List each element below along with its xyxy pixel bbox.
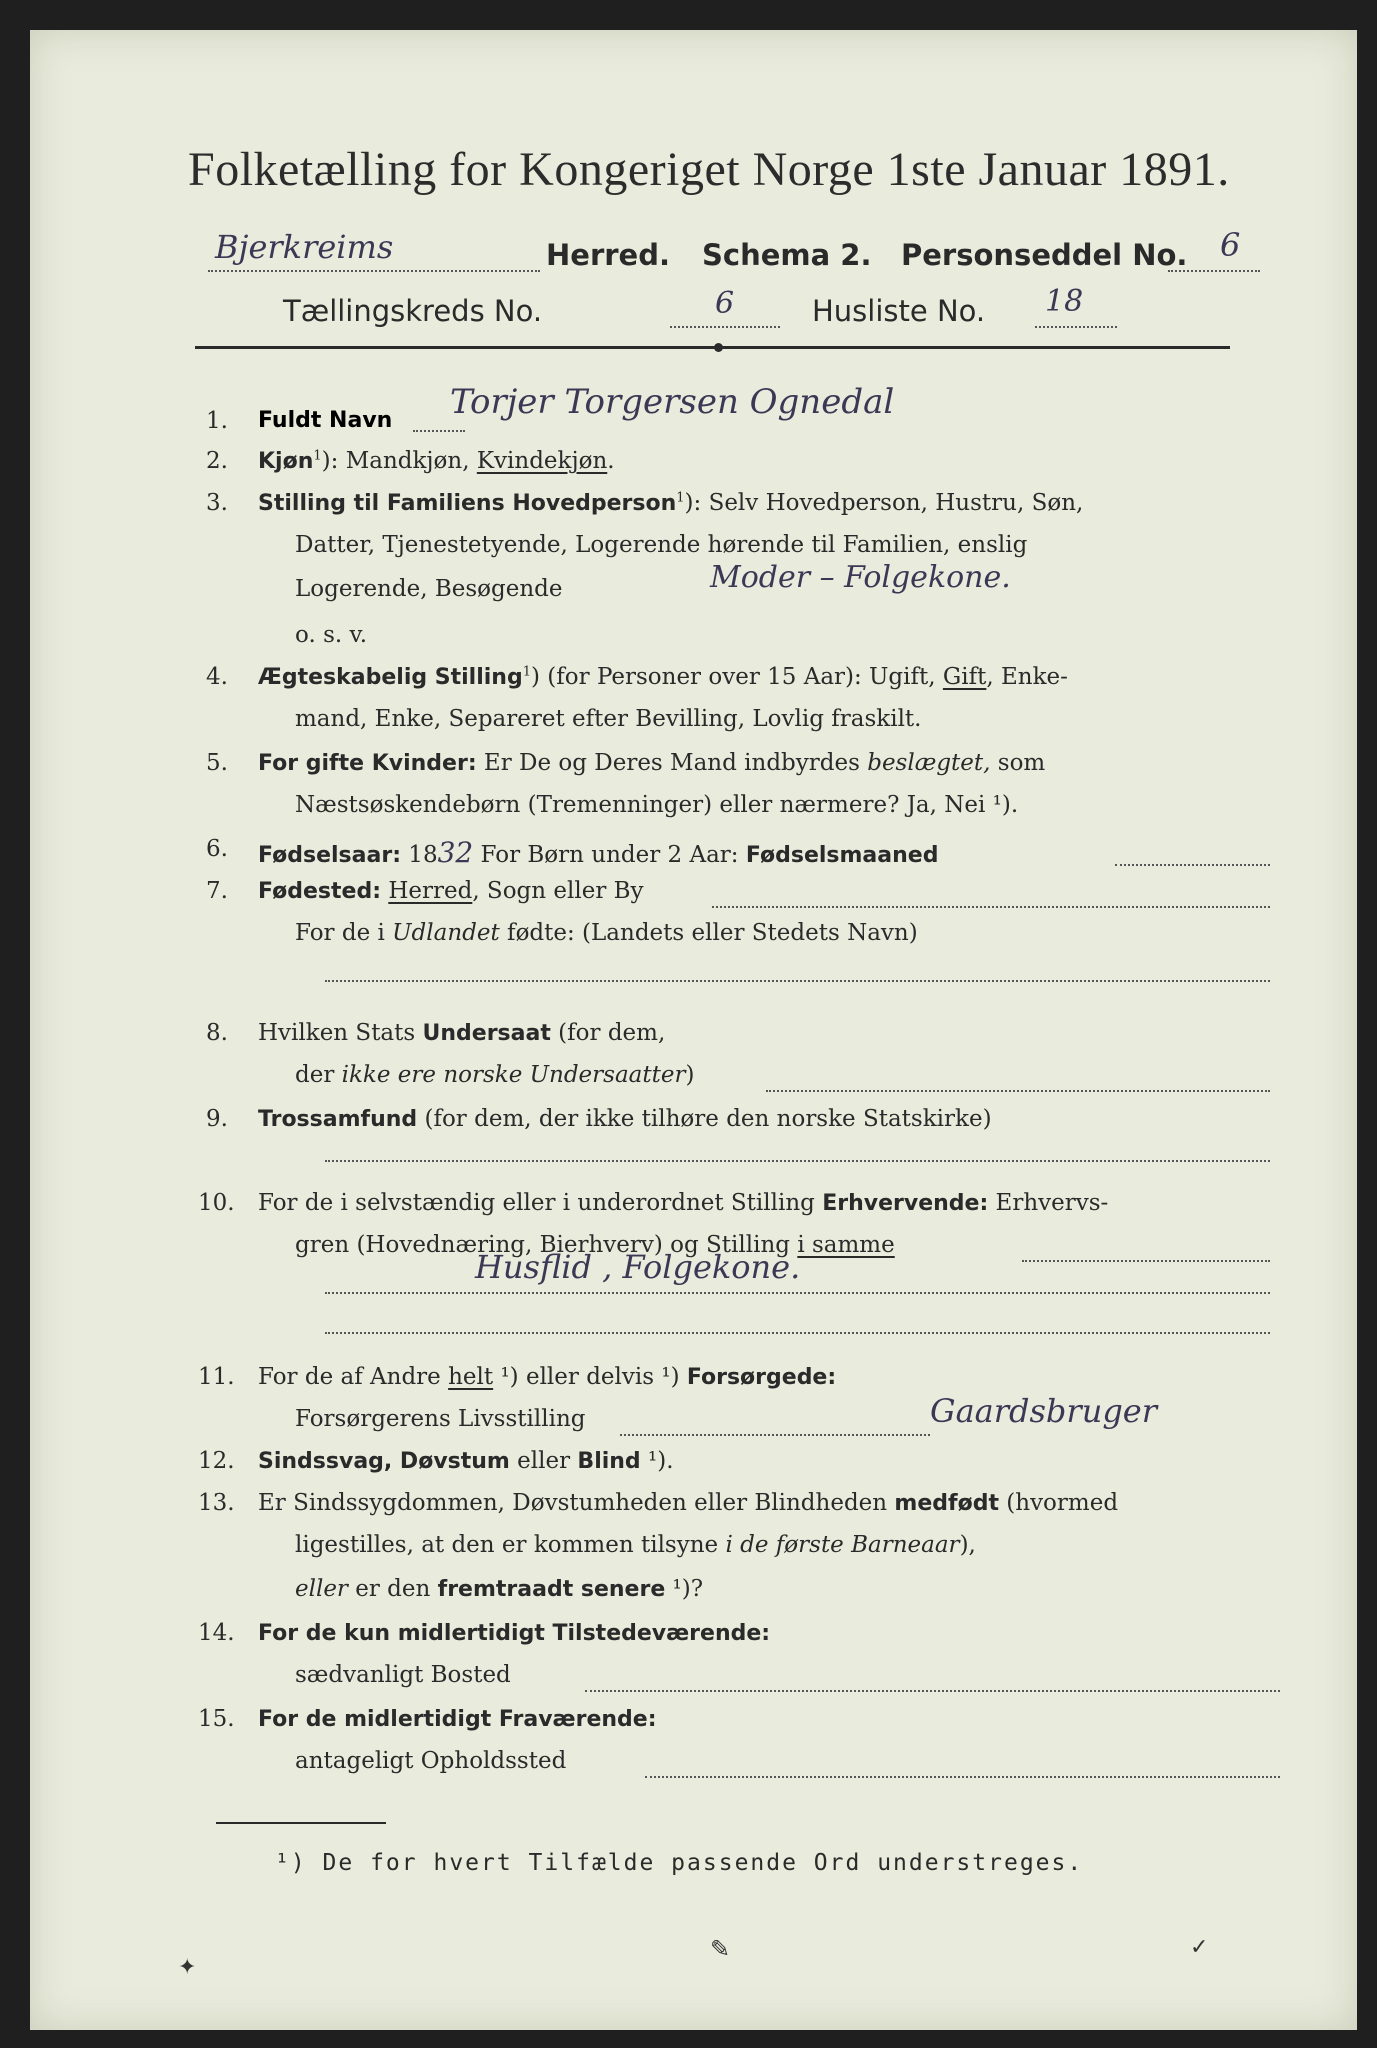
q6-birth-year-answer: 32: [437, 836, 474, 869]
q14-number: 14.: [198, 1620, 235, 1646]
herred-value: Bjerkreims: [215, 228, 394, 266]
q11-dotted-line: [620, 1434, 930, 1436]
form-title: Folketælling for Kongeriget Norge 1ste Januar 1891.: [188, 143, 1230, 196]
q10-number: 10.: [198, 1190, 235, 1216]
q1-dotted-line: [413, 430, 465, 432]
q10-answer: Husflid , Folgekone.: [475, 1248, 801, 1286]
personseddel-label: Personseddel No.: [901, 238, 1188, 272]
q11-selected-option: helt: [448, 1364, 494, 1390]
q4-number: 4.: [206, 664, 228, 690]
q1-label: Fuldt Navn: [258, 408, 393, 433]
personseddel-dotted-line: [1168, 270, 1260, 272]
q12-number: 12.: [198, 1448, 235, 1474]
q10-line-2: gren (Hovednæring, Bierhverv) og Stilling i samme: [295, 1232, 895, 1258]
q1-number: 1.: [206, 408, 228, 434]
q11-line-1: For de af Andre helt ¹) eller delvis ¹) Forsørgede:: [258, 1364, 837, 1390]
q7-selected-option: Herred: [388, 878, 473, 904]
husliste-value: 18: [1045, 284, 1084, 319]
q9-line: Trossamfund (for dem, der ikke tilhøre den norske Statskirke): [258, 1106, 992, 1132]
corner-mark-center: ✎: [710, 1935, 731, 1963]
footnote-rule: [216, 1822, 386, 1824]
q8-number: 8.: [206, 1020, 228, 1046]
q11-answer: Gaardsbruger: [930, 1392, 1158, 1430]
q6-dotted-line: [1115, 864, 1270, 866]
q8-line-1: Hvilken Stats Undersaat (for dem,: [258, 1020, 666, 1046]
q3-line-3: Logerende, Besøgende: [295, 576, 563, 602]
q10-answer-line: [325, 1292, 1270, 1294]
q13-number: 13.: [198, 1490, 235, 1516]
q13-line-1: Er Sindssygdommen, Døvstumheden eller Blindheden medfødt (hvormed: [258, 1490, 1119, 1516]
q5-line-2: Næstsøskendebørn (Tremenninger) eller nærmere? Ja, Nei ¹).: [295, 792, 1019, 818]
q6-line: Fødselsaar: 1832 For Børn under 2 Aar: Fødselsmaaned: [258, 836, 939, 869]
q3-line-4: o. s. v.: [295, 622, 368, 648]
husliste-dotted-line: [1035, 326, 1117, 328]
q9-answer-line: [325, 1160, 1270, 1162]
q10-line-1: For de i selvstændig eller i underordnet Stilling Erhvervende: Erhvervs-: [258, 1190, 1109, 1216]
q15-dotted-line: [645, 1776, 1280, 1778]
q7-dotted-line: [712, 906, 1270, 908]
q14-line-1: For de kun midlertidigt Tilstedeværende:: [258, 1621, 771, 1646]
kreds-dotted-line: [670, 326, 780, 328]
q12-line: Sindssvag, Døvstum eller Blind ¹).: [258, 1448, 674, 1474]
q1-answer-name: Torjer Torgersen Ognedal: [450, 382, 895, 422]
q7-number: 7.: [206, 878, 228, 904]
q8-dotted-line: [766, 1090, 1270, 1092]
herred-dotted-line: [208, 270, 540, 272]
q3-line-2: Datter, Tjenestetyende, Logerende hørende til Familien, enslig: [295, 532, 1028, 558]
corner-mark-right: ✓: [1190, 1935, 1209, 1960]
q5-line-1: For gifte Kvinder: Er De og Deres Mand indbyrdes beslægtet, som: [258, 750, 1046, 776]
q10-extra-line: [325, 1332, 1270, 1334]
q3-answer: Moder – Folgekone.: [710, 560, 1011, 595]
corner-mark-left: ✦: [178, 1955, 197, 1980]
q3-line-1: Stilling til Familiens Hovedperson$^1$): Selv Hovedperson, Hustru, Søn,: [258, 490, 1084, 516]
q2-text: Kjøn$^1$): Mandkjøn, Kvindekjøn.: [258, 448, 615, 474]
census-form-sheet: [30, 30, 1357, 2030]
q14-line-2: sædvanligt Bosted: [295, 1662, 511, 1688]
header-rule: [195, 346, 1230, 349]
q4-line-2: mand, Enke, Separeret efter Bevilling, Lovlig fraskilt.: [295, 706, 922, 732]
q15-number: 15.: [198, 1706, 235, 1732]
q13-line-2: ligestilles, at den er kommen tilsyne i de første Barneaar),: [295, 1532, 976, 1558]
footnote: ¹) De for hvert Tilfælde passende Ord understreges.: [275, 1850, 1084, 1876]
q15-line-2: antageligt Opholdssted: [295, 1748, 567, 1774]
q10-dotted-line: [1022, 1260, 1270, 1262]
q6-number: 6.: [206, 836, 228, 862]
q11-number: 11.: [198, 1364, 235, 1390]
q8-line-2: der ikke ere norske Undersaatter): [295, 1062, 695, 1088]
kreds-value: 6: [715, 286, 735, 321]
q4-selected-option: Gift: [942, 664, 987, 690]
rule-dot: [714, 343, 723, 352]
q4-line-1: Ægteskabelig Stilling$^1$) (for Personer over 15 Aar): Ugift, Gift, Enke-: [258, 664, 1068, 690]
schema-label: Schema 2.: [702, 238, 872, 272]
q11-line-2: Forsørgerens Livsstilling: [295, 1406, 586, 1432]
husliste-label: Husliste No.: [812, 294, 986, 328]
q2-number: 2.: [206, 448, 228, 474]
q13-line-3: eller er den fremtraadt senere ¹)?: [295, 1576, 704, 1602]
q15-line-1: For de midlertidigt Fraværende:: [258, 1707, 657, 1732]
herred-label: Herred.: [546, 238, 670, 272]
q3-number: 3.: [206, 490, 228, 516]
kreds-label: Tællingskreds No.: [283, 294, 543, 328]
q14-dotted-line: [585, 1690, 1280, 1692]
q5-number: 5.: [206, 750, 228, 776]
q7-line-2: For de i Udlandet fødte: (Landets eller Stedets Navn): [295, 920, 918, 946]
q7-line-1: Fødested: Herred, Sogn eller By: [258, 878, 644, 904]
q9-number: 9.: [206, 1106, 228, 1132]
personseddel-value: 6: [1220, 226, 1241, 264]
q7-answer-line: [325, 980, 1270, 982]
q2-selected-option: Kvindekjøn: [476, 448, 608, 474]
